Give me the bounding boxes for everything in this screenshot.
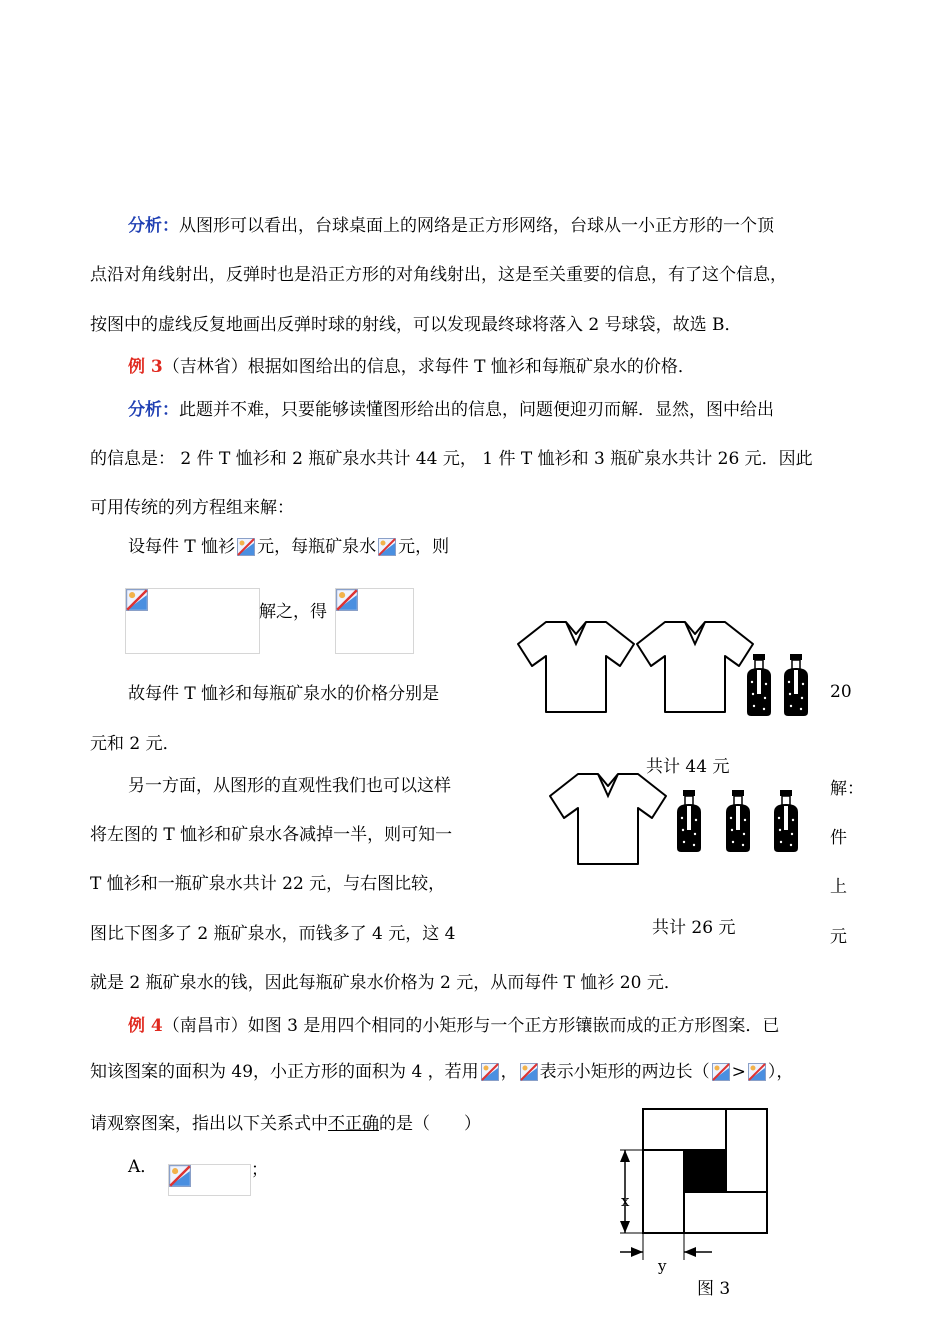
- broken-image-icon: [712, 1063, 730, 1081]
- answer-right-number: 20: [830, 682, 852, 702]
- analysis-paragraph-2-line-3: 可用传统的列方程组来解：: [90, 498, 294, 518]
- broken-image-icon: [336, 589, 358, 611]
- example-3-label: 例 3: [128, 357, 163, 377]
- broken-image-icon: [169, 1165, 191, 1187]
- solution-box: [335, 588, 414, 654]
- tshirt-icon: [550, 774, 666, 864]
- option-a-formula-box: [168, 1164, 251, 1196]
- alt-right-1: 解：: [830, 779, 864, 799]
- alt-line-3: T 恤衫和一瓶矿泉水共计 22 元，与右图比较，: [90, 874, 446, 894]
- bottle-icon: [726, 790, 750, 852]
- alt-line-5: 就是 2 瓶矿泉水的钱，因此每瓶矿泉水价格为 2 元，从而每件 T 恤衫 20 元．: [90, 973, 681, 993]
- broken-image-icon: [378, 538, 396, 556]
- solve-text: 解之，得: [259, 602, 327, 622]
- analysis-label: 分析：: [128, 216, 179, 236]
- figure-bottom-caption: 共计 26 元: [652, 918, 736, 938]
- bottle-icon: [774, 790, 798, 852]
- example-4-line-1: 例 4（南昌市）如图 3 是用四个相同的小矩形与一个正方形镶嵌而成的正方形图案．已: [128, 1016, 780, 1036]
- not-correct-underlined: 不正确: [328, 1114, 379, 1134]
- figure-3-caption: 图 3: [697, 1279, 731, 1299]
- analysis-paragraph-1-line-3: 按图中的虚线反复地画出反弹时球的射线，可以发现最终球将落入 2 号球袋，故选 B．: [90, 315, 742, 335]
- example-3-line: 例 3（吉林省）根据如图给出的信息，求每件 T 恤衫和每瓶矿泉水的价格．: [128, 357, 695, 377]
- tshirt-icon: [518, 622, 634, 712]
- bottle-icon: [784, 654, 808, 716]
- example-4-label: 例 4: [128, 1016, 163, 1036]
- answer-line-1: 故每件 T 恤衫和每瓶矿泉水的价格分别是: [128, 684, 440, 704]
- broken-image-icon: [520, 1063, 538, 1081]
- option-a-label: A．: [128, 1157, 158, 1177]
- alt-line-2: 将左图的 T 恤衫和矿泉水各减掉一半，则可知一: [90, 825, 453, 845]
- figure-3-label-y: y: [658, 1257, 667, 1275]
- figure-3-label-x: x: [621, 1192, 630, 1210]
- alt-right-3: 上: [830, 877, 847, 897]
- broken-image-icon: [748, 1063, 766, 1081]
- broken-image-icon: [237, 538, 255, 556]
- alt-right-4: 元: [830, 927, 847, 947]
- broken-image-icon: [481, 1063, 499, 1081]
- analysis-paragraph-2-line-1: 分析：此题并不难，只要能够读懂图形给出的信息，问题便迎刃而解．显然，图中给出: [128, 400, 774, 420]
- alt-right-2: 件: [830, 828, 847, 848]
- analysis-paragraph-1-line-1: 分析：从图形可以看出，台球桌面上的网络是正方形网络，台球从一小正方形的一个顶: [128, 216, 774, 236]
- bottle-icon: [677, 790, 701, 852]
- analysis-paragraph-2-line-2: 的信息是： 2 件 T 恤衫和 2 瓶矿泉水共计 44 元， 1 件 T 恤衫和 3 瓶矿泉水共计 26 元．因此: [90, 449, 813, 469]
- equation-system-box: [125, 588, 260, 654]
- option-a-end: ；: [251, 1160, 268, 1180]
- alt-line-1: 另一方面，从图形的直观性我们也可以这样: [128, 776, 451, 796]
- tshirt-icon: [637, 622, 753, 712]
- setup-line: 设每件 T 恤衫 元，每瓶矿泉水 元，则: [128, 537, 450, 557]
- alt-line-4: 图比下图多了 2 瓶矿泉水，而钱多了 4 元，这 4: [90, 924, 456, 944]
- example-4-line-2: 知该图案的面积为 49，小正方形的面积为 4 ，若用 ， 表示小矩形的两边长（ > ），: [90, 1062, 794, 1082]
- broken-image-icon: [126, 589, 148, 611]
- answer-line-2: 元和 2 元．: [90, 734, 180, 754]
- analysis-paragraph-1-line-2: 点沿对角线射出，反弹时也是沿正方形的对角线射出，这是至关重要的信息，有了这个信息，: [90, 265, 787, 285]
- bottle-icon: [747, 654, 771, 716]
- figure-top-caption: 共计 44 元: [646, 757, 730, 777]
- example-4-line-3: 请观察图案，指出以下关系式中不正确的是（ ）: [90, 1114, 481, 1134]
- analysis-label-2: 分析：: [128, 400, 179, 420]
